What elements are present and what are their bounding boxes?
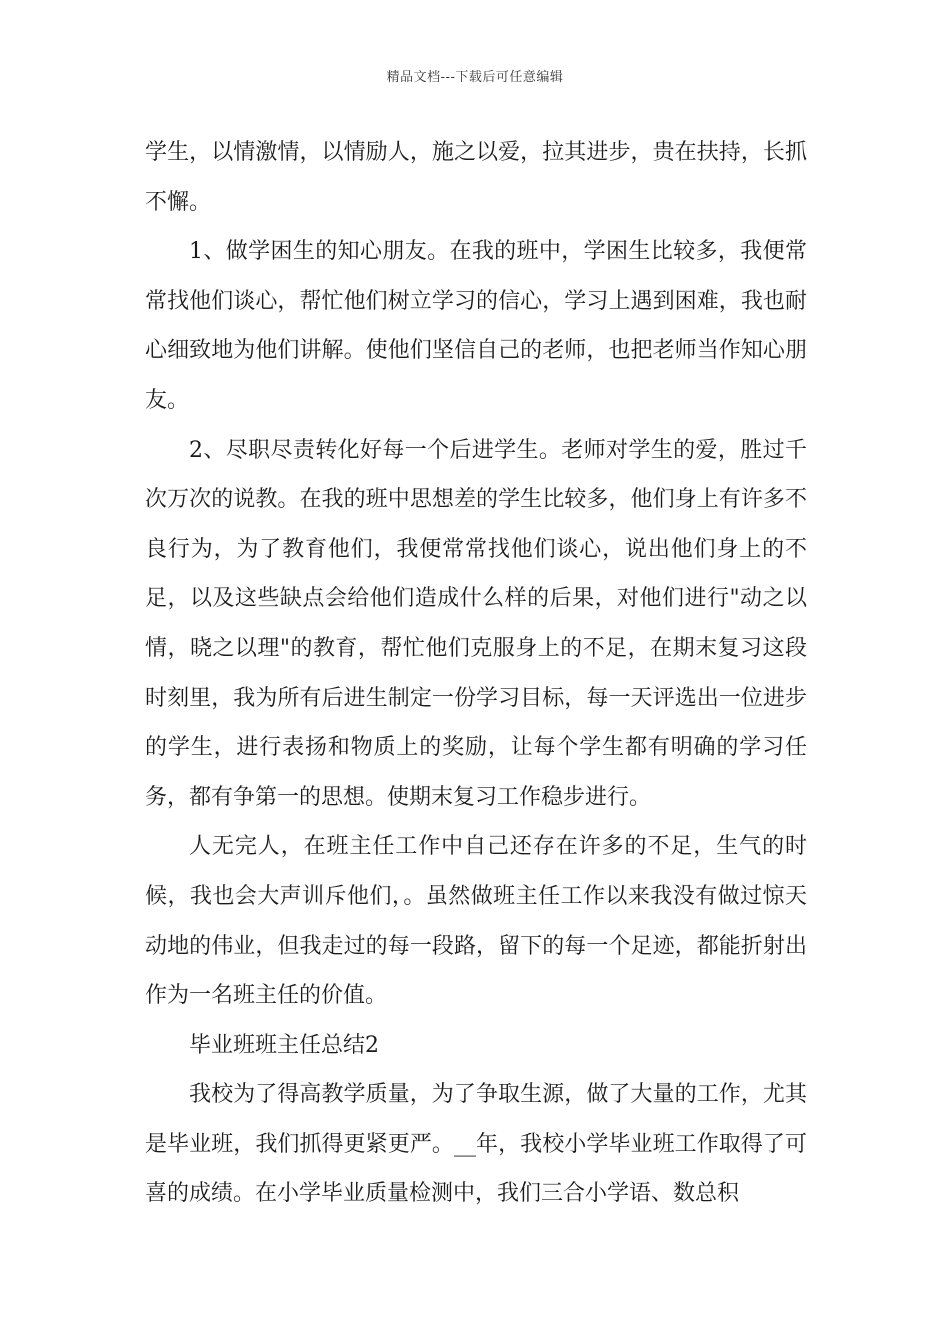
paragraph-continuation: 学生，以情激情，以情励人，施之以爱，拉其进步，贵在扶持，长抓不懈。: [145, 140, 807, 215]
page-header: 精品文档---下载后可任意编辑: [386, 70, 564, 85]
paragraph-item-2: 2、尽职尽责转化好每一个后进学生。老师对学生的爱，胜过千次万次的说教。在我的班中思想差的学生比较多，他们身上有许多不良行为，为了教育他们，我便常常找他们谈心，说出他们身上的不足，以及这些缺点会给他们造成什么样的后果，对他们进行"动之以情，晓之以理"的教育，帮忙他们克服身上的不足，在期末复习这段时刻里，我为所有后进生制定一份学习目标，每一天评选出一位进步的学生，进行表扬和物质上的奖励，让每个学生都有明确的学习任务，都有争第一的思想。使期末复习工作稳步进行。: [145, 437, 807, 810]
paragraph-summary-2: 我校为了得高教学质量，为了争取生源，做了大量的工作，尤其是毕业班，我们抓得更紧更严。__年，我校小学毕业班工作取得了可喜的成绩。在小学毕业质量检测中，我们三合小学语、数总积: [145, 1082, 807, 1207]
document-body: [145, 128, 807, 1219]
section-title: 毕业班班主任总结2: [189, 1032, 379, 1058]
paragraph-item-1: 1、做学困生的知心朋友。在我的班中，学困生比较多，我便常常找他们谈心，帮忙他们树立学习的信心，学习上遇到困难，我也耐心细致地为他们讲解。使他们坚信自己的老师，也把老师当作知心朋友。: [145, 239, 807, 413]
paragraph-reflection: 人无完人，在班主任工作中自己还存在许多的不足，生气的时候，我也会大声训斥他们，。虽然做班主任工作以来我没有做过惊天动地的伟业，但我走过的每一段路，留下的每一个足迹，都能折射出作为一名班主任的价值。: [145, 834, 807, 1009]
